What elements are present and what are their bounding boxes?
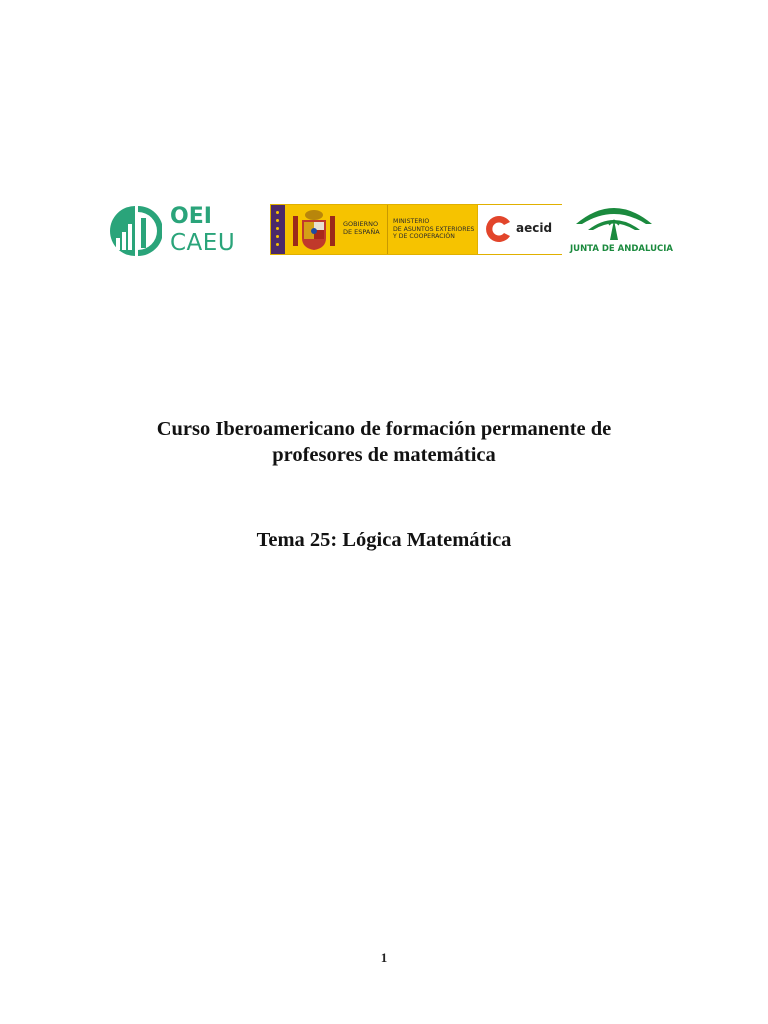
page-number: 1 xyxy=(380,950,388,965)
caeu-label: CAEU xyxy=(170,230,236,256)
aecid-c-icon xyxy=(484,214,514,244)
gobierno-text xyxy=(343,220,387,236)
oei-caeu-logo xyxy=(108,204,253,258)
title-line1: Curso Iberoamericano de formación permanente de xyxy=(156,418,612,440)
ministerio-line2: DE ASUNTOS EXTERIORES xyxy=(393,225,475,233)
eu-flag-strip xyxy=(271,205,285,254)
ministerio-text xyxy=(393,218,479,241)
logo-banner xyxy=(0,198,768,262)
gobierno-espana-logo xyxy=(270,204,562,255)
ministerio-line3: Y DE COOPERACIÓN xyxy=(393,233,455,240)
aecid-logo xyxy=(477,205,562,254)
oei-bars-icon xyxy=(108,204,162,258)
junta-label: JUNTA DE ANDALUCIA xyxy=(570,244,673,254)
ministerio-line1: MINISTERIO xyxy=(393,218,430,225)
gov-divider xyxy=(387,205,388,254)
oei-label: OEI xyxy=(170,204,212,229)
oei-wordmark xyxy=(170,204,254,258)
coat-of-arms-icon xyxy=(291,208,337,252)
gobierno-line1: GOBIERNO xyxy=(343,220,379,228)
gobierno-line2: DE ESPAÑA xyxy=(343,228,380,236)
junta-andalucia-logo xyxy=(570,200,673,258)
title-line2: profesores de matemática xyxy=(272,444,496,466)
junta-arch-icon xyxy=(574,200,654,240)
document-title xyxy=(84,416,684,468)
aecid-label: aecid xyxy=(516,221,553,235)
document-subtitle: Tema 25: Lógica Matemática xyxy=(256,529,512,551)
